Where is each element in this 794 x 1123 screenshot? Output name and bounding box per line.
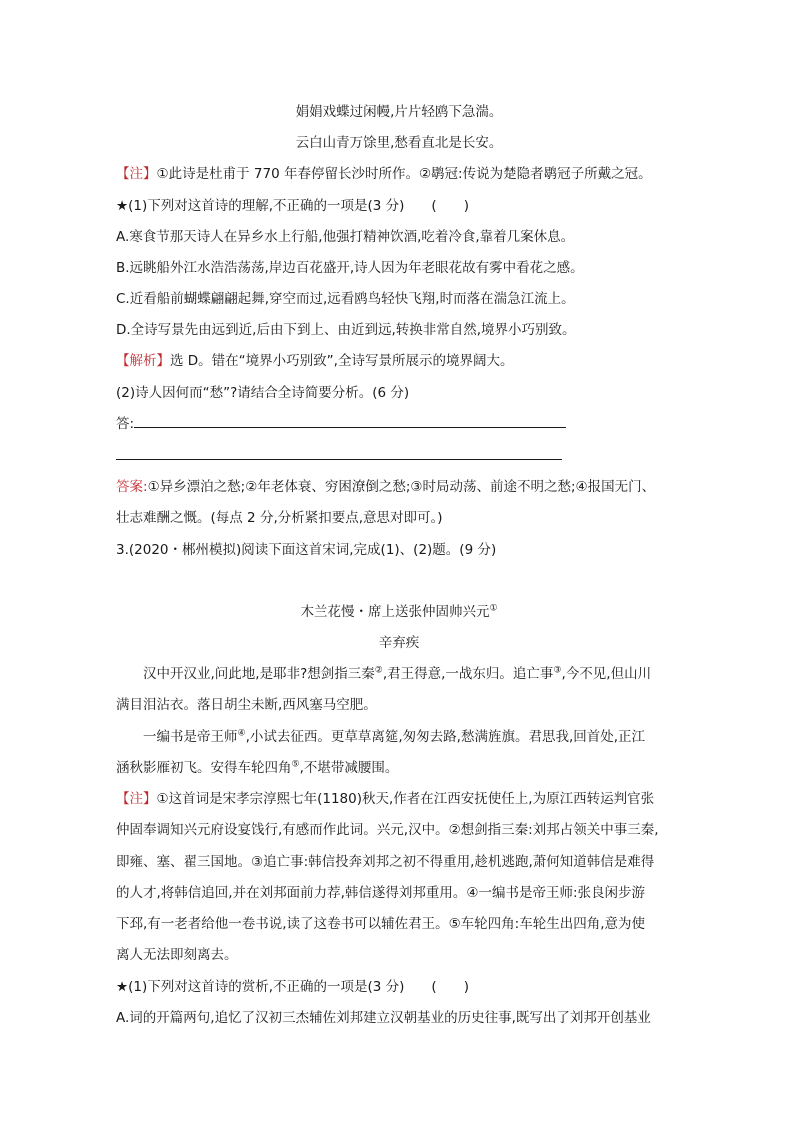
poem2-text: ,不堪带减腰围。 xyxy=(299,760,399,776)
q3-intro: 3.(2020・郴州模拟)阅读下面这首宋词,完成(1)、(2)题。(9 分) xyxy=(116,542,497,558)
footnote-mark: ⑤ xyxy=(291,759,300,770)
poem2-text: ,君王得意,一战东归。追亡事 xyxy=(382,666,554,682)
q2-key-line2: 壮志难酬之慨。(每点 2 分,分析紧扣要点,意思对即可。) xyxy=(116,510,443,526)
footnote-mark: ③ xyxy=(553,665,562,676)
q2-key-text1: ①异乡漂泊之愁;②年老体衰、穷困潦倒之愁;③时局动荡、前途不明之愁;④报国无门、 xyxy=(147,479,656,495)
poem2-para2-line1 xyxy=(116,727,709,747)
q1-analysis-tag: 【解析】 xyxy=(116,353,170,369)
note2-line6: 离人无法即刻离去。 xyxy=(116,947,238,963)
note1-tag: 【注】 xyxy=(116,166,157,182)
note2-line3: 即雍、塞、翟三国地。③追亡事:韩信投奔刘邦之初不得重用,趁机逃跑,萧何知道韩信是难得 xyxy=(116,854,655,870)
poem2-title xyxy=(116,602,682,622)
poem2-text: 涵秋影雁初飞。安得车轮四角 xyxy=(116,760,292,776)
q1-option-b: B.远眺船外江水浩浩荡荡,岸边百花盛开,诗人因为年老眼花故有雾中看花之感。 xyxy=(116,260,584,276)
note2-line4: 的人才,将韩信追回,并在刘邦面前力荐,韩信遂得刘邦重用。④一编书是帝王师:张良闲步游 xyxy=(116,885,646,901)
q1-analysis xyxy=(116,351,682,371)
poem2-text: 一编书是帝王师 xyxy=(143,729,238,745)
note1-text: ①此诗是杜甫于 770 年春停留长沙时所作。②鹖冠:传说为楚隐者鹖冠子所戴之冠。 xyxy=(156,166,652,182)
q1-option-c: C.近看船前蝴蝶翩翩起舞,穿空而过,远看鸥鸟轻快飞翔,时而落在湍急江流上。 xyxy=(116,291,575,307)
poem2-title-mark: ① xyxy=(489,603,498,614)
q2-answer-line xyxy=(116,414,682,434)
note2-tag: 【注】 xyxy=(116,791,157,807)
poem1-line2: 云白山青万馀里,愁看直北是长安。 xyxy=(295,135,503,151)
footnote-mark: ④ xyxy=(237,728,246,739)
q2-key-line1 xyxy=(116,477,682,497)
poem2-text: ,今不见,但山川 xyxy=(561,666,652,682)
poem2-para2-line2 xyxy=(116,758,682,778)
q1-stem: ★(1)下列对这首诗的理解,不正确的一项是(3 分) ( ) xyxy=(116,198,469,214)
answer-blank-2[interactable] xyxy=(116,459,562,460)
footnote-mark: ② xyxy=(374,665,383,676)
note2-line5: 下邳,有一老者给他一卷书说,读了这卷书可以辅佐君王。⑤车轮四角:车轮生出四角,意为使 xyxy=(116,916,646,932)
q4-option-a: A.词的开篇两句,追忆了汉初三杰辅佐刘邦建立汉朝基业的历史往事,既写出了刘邦开创基业 xyxy=(116,1010,651,1026)
poem2-text: 汉中开汉业,问此地,是耶非?想剑指三秦 xyxy=(143,666,375,682)
poem2-author: 辛弃疾 xyxy=(378,635,420,651)
q2-answer-label: 答: xyxy=(116,416,135,432)
poem2-title-text: 木兰花慢・席上送张仲固帅兴元 xyxy=(300,604,490,620)
poem2-para1-line1 xyxy=(116,664,709,684)
poem1-line1: 娟娟戏蝶过闲幔,片片轻鸥下急湍。 xyxy=(295,104,503,120)
q2-key-tag: 答案: xyxy=(116,479,148,495)
q1-analysis-text: 选 D。错在“境界小巧别致”,全诗写景所展示的境界阔大。 xyxy=(170,353,514,369)
q4-stem: ★(1)下列对这首诗的赏析,不正确的一项是(3 分) ( ) xyxy=(116,979,469,995)
poem2-para1-line2: 满目泪沾衣。落日胡尘未断,西风塞马空肥。 xyxy=(116,697,377,713)
q1-option-a: A.寒食节那天诗人在异乡水上行船,他强打精神饮酒,吃着冷食,靠着几案休息。 xyxy=(116,229,575,245)
note2-line2: 仲固奉调知兴元府设宴饯行,有感而作此词。兴元,汉中。②想剑指三秦:刘邦占领关中事三秦, xyxy=(116,822,659,838)
note2-text: ①这首词是宋孝宗淳熙七年(1180)秋天,作者在江西安抚使任上,为原江西转运判官张 xyxy=(156,791,655,807)
q2-stem: (2)诗人因何而“愁”?请结合全诗简要分析。(6 分) xyxy=(116,385,410,401)
note2-line1 xyxy=(116,789,682,809)
poem2-text: ,小试去征西。更草草离筵,匆匆去路,愁满旌旗。君思我,回首处,正江 xyxy=(245,729,646,745)
answer-blank-1[interactable] xyxy=(134,415,566,428)
note1 xyxy=(116,164,682,184)
q1-option-d: D.全诗写景先由远到近,后由下到上、由近到远,转换非常自然,境界小巧别致。 xyxy=(116,322,576,338)
